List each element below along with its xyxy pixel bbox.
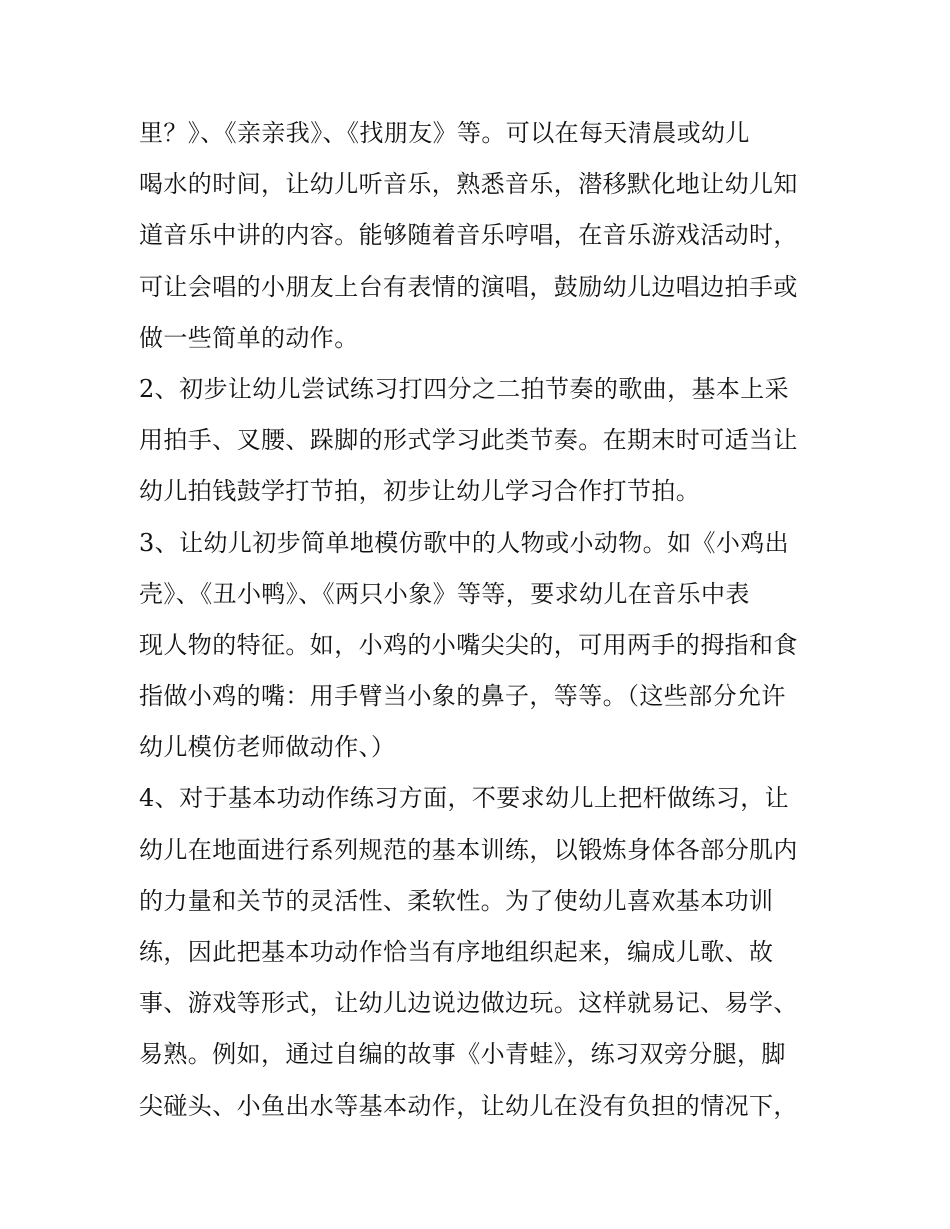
text-line: 可让会唱的小朋友上台有表情的演唱，鼓励幼儿边唱边拍手或 bbox=[139, 272, 798, 301]
text-line: 现人物的特征。如，小鸡的小嘴尖尖的，可用两手的拇指和食 bbox=[139, 630, 798, 659]
text-line: 里？》、《亲亲我》、《找朋友》等。可以在每天清晨或幼儿 bbox=[139, 119, 750, 147]
text-line: 幼儿在地面进行系列规范的基本训练，以锻炼身体各部分肌内 bbox=[139, 835, 798, 864]
text-line: 4、对于基本功动作练习方面，不要求幼儿上把杆做练习，让 bbox=[139, 784, 790, 813]
text-line: 幼儿模仿老师做动作、） bbox=[139, 733, 396, 762]
text-line: 事、游戏等形式，让幼儿边说边做边玩。这样就易记、易学、 bbox=[139, 989, 798, 1018]
text-line: 尖碰头、小鱼出水等基本动作，让幼儿在没有负担的情况下， bbox=[139, 1091, 798, 1120]
text-line: 易熟。例如，通过自编的故事《小青蛙》，练习双旁分腿，脚 bbox=[139, 1040, 786, 1069]
text-line: 的力量和关节的灵活性、柔软性。为了使幼儿喜欢基本功训 bbox=[139, 886, 774, 915]
body-text bbox=[139, 108, 819, 1132]
text-line: 喝水的时间，让幼儿听音乐，熟悉音乐，潜移默化地让幼儿知 bbox=[139, 170, 798, 199]
text-line: 3、让幼儿初步简单地模仿歌中的人物或小动物。如《小鸡出 bbox=[139, 528, 790, 557]
text-line: 幼儿拍钱鼓学打节拍，初步让幼儿学习合作打节拍。 bbox=[139, 477, 701, 506]
text-line: 练，因此把基本功动作恰当有序地组织起来，编成儿歌、故 bbox=[139, 938, 774, 966]
text-line: 2、初步让幼儿尝试练习打四分之二拍节奏的歌曲，基本上采 bbox=[139, 374, 790, 403]
text-line: 用拍手、叉腰、跺脚的形式学习此类节奏。在期末时可适当让 bbox=[139, 426, 798, 455]
text-line: 指做小鸡的嘴：用手臂当小象的鼻子，等等。（这些部分允许 bbox=[139, 682, 786, 711]
text-line: 做一些简单的动作。 bbox=[139, 323, 359, 352]
text-line: 道音乐中讲的内容。能够随着音乐哼唱，在音乐游戏活动时， bbox=[139, 221, 798, 250]
text-line: 壳》、《丑小鸭》、《两只小象》等等，要求幼儿在音乐中表 bbox=[139, 579, 750, 608]
